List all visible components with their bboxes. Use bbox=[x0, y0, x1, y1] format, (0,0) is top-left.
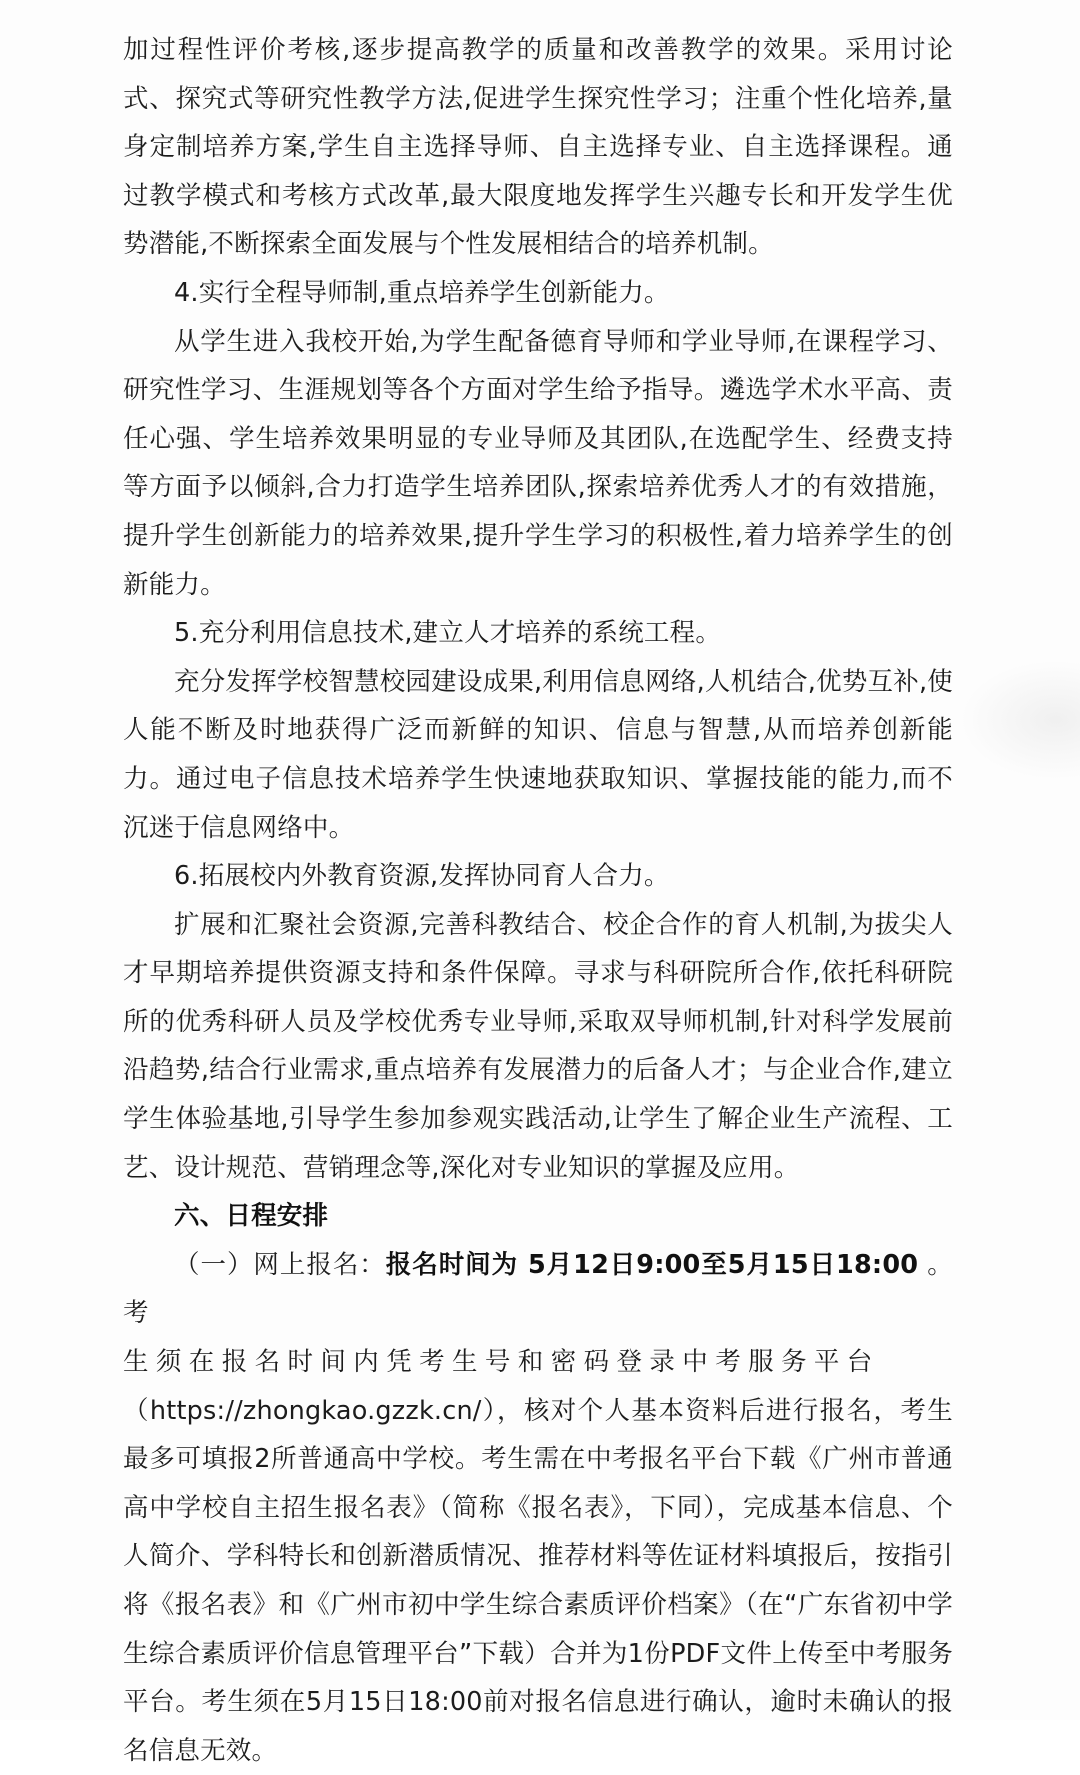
paragraph-teaching-evaluation: 加过程性评价考核,逐步提高教学的质量和改善教学的效果。采用讨论式、探究式等研究性教学方法,促进学生探究性学习；注重个性化培养,量身定制培养方案,学生自主选择导师、自主选择专业、自主选择课程。通过教学模式和考核方式改革,最大限度地发挥学生兴趣专长和开发学生优势潜能,不断探索全面发展与个性发展相结合的培养机制。 bbox=[123, 35, 953, 260]
section-heading-schedule: 六、日程安排 bbox=[174, 1201, 329, 1232]
registration-time: 报名时间为 5月12日9:00至5月15日18:00 bbox=[385, 1249, 919, 1280]
document-body bbox=[123, 26, 953, 1775]
heading-item-4: 4.实行全程导师制,重点培养学生创新能力。 bbox=[174, 277, 670, 308]
paragraph-online-registration bbox=[123, 1241, 953, 1775]
page-edge-shadow bbox=[960, 660, 1080, 780]
heading-item-5: 5.充分利用信息技术,建立人才培养的系统工程。 bbox=[174, 618, 722, 649]
paragraph-tutor-system: 从学生进入我校开始,为学生配备德育导师和学业导师,在课程学习、研究性学习、生涯规划等各个方面对学生给予指导。遴选学术水平高、责任心强、学生培养效果明显的专业导师及其团队,在选配学生、经费支持等方面予以倾斜,合力打造学生培养团队,探索培养优秀人才的有效措施，提升学生创新能力的培养效果,提升学生学习的积极性,着力培养学生的创新能力。 bbox=[123, 326, 953, 600]
paragraph-information-technology: 充分发挥学校智慧校园建设成果,利用信息网络,人机结合,优势互补,使人能不断及时地获得广泛而新鲜的知识、信息与智慧,从而培养创新能力。通过电子信息技术培养学生快速地获取知识、掌握技能的能力,而不沉迷于信息网络中。 bbox=[123, 666, 953, 843]
heading-item-6: 6.拓展校内外教育资源,发挥协同育人合力。 bbox=[174, 861, 670, 892]
paragraph-education-resources: 扩展和汇聚社会资源,完善科教结合、校企合作的育人机制,为拔尖人才早期培养提供资源支持和条件保障。寻求与科研院所合作,依托科研院所的优秀科研人员及学校优秀专业导师,采取双导师机制,针对科学发展前沿趋势,结合行业需求,重点培养有发展潜力的后备人才；与企业合作,建立学生体验基地,引导学生参加参观实践活动,让学生了解企业生产流程、工艺、设计规范、营销理念等,深化对专业知识的掌握及应用。 bbox=[123, 909, 953, 1183]
registration-details: （https://zhongkao.gzzk.cn/），核对个人基本资料后进行报名，考生最多可填报2所普通高中学校。考生需在中考报名平台下载《广州市普通高中学校自主招生报名表》（简称《报名表》，下同），完成基本信息、个人简介、学科特长和创新潜质情况、推荐材料等佐证材料填报后，按指引将《报名表》和《广州市初中学生综合素质评价档案》（在“广东省初中学生综合素质评价信息管理平台”下载）合并为1份PDF文件上传至中考服务平台。考生须在5月15日18:00前对报名信息进行确认，逾时未确认的报名信息无效。 bbox=[123, 1395, 953, 1766]
registration-tail: 。考 bbox=[123, 1249, 953, 1329]
registration-spaced-line: 生须在报名时间内凭考生号和密码登录中考服务平台 bbox=[123, 1347, 880, 1378]
registration-label: （一）网上报名： bbox=[174, 1249, 386, 1280]
